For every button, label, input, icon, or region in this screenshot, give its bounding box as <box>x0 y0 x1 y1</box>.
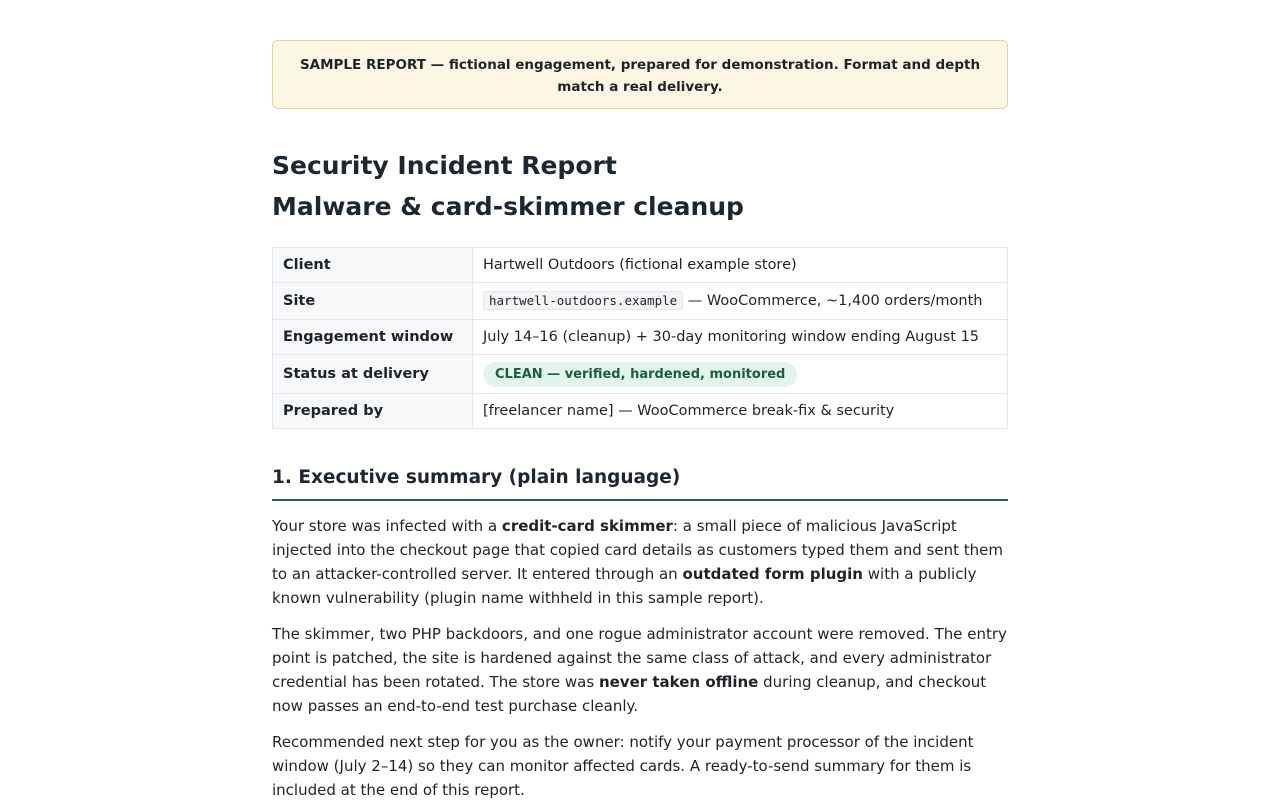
summary-p1-bold-skimmer: credit-card skimmer <box>501 517 673 535</box>
engagement-window-label: Engagement window <box>273 320 473 355</box>
client-value: Hartwell Outdoors (fictional example store) <box>473 248 1008 283</box>
engagement-details-table <box>272 247 1008 429</box>
table-row-site <box>273 283 1008 320</box>
summary-p1-text-a: Your store was infected with a <box>272 517 502 535</box>
engagement-window-value: July 14–16 (cleanup) + 30-day monitoring window ending August 15 <box>473 320 1008 355</box>
sample-report-banner: SAMPLE REPORT — fictional engagement, prepared for demonstration. Format and depth match a real delivery. <box>272 40 1008 109</box>
summary-p1-text-e: with a publicly known vulnerability (plugin name withheld in this sample report). <box>272 565 977 607</box>
site-label: Site <box>273 283 473 320</box>
report-page <box>272 40 1008 802</box>
section-heading-executive-summary: 1. Executive summary (plain language) <box>272 465 1008 501</box>
summary-p2-text-a: The skimmer, two PHP backdoors, and one rogue administrator account were removed. The entry point is patched, the site is hardened against the same class of attack, and every administrator credential has been rotated. The store was <box>272 625 1007 691</box>
status-cell <box>473 355 1008 394</box>
table-row-client <box>273 248 1008 283</box>
prepared-by-label: Prepared by <box>273 394 473 429</box>
report-title: Security Incident Report <box>272 151 617 180</box>
summary-paragraph-2 <box>272 622 1008 718</box>
summary-paragraph-3: Recommended next step for you as the owner: notify your payment processor of the incident window (July 2–14) so they can monitor affected cards. A ready-to-send summary for them is included at the end of this report. <box>272 733 974 799</box>
summary-p2-bold-offline: never taken offline <box>598 673 759 691</box>
summary-paragraph-1 <box>272 514 1008 610</box>
table-row-engagement-window <box>273 320 1008 355</box>
summary-p2-text-c: during cleanup, and checkout now passes an end-to-end test purchase cleanly. <box>272 673 987 715</box>
table-row-prepared-by <box>273 394 1008 429</box>
prepared-by-value: [freelancer name] — WooCommerce break-fix & security <box>473 394 1008 429</box>
status-label: Status at delivery <box>273 355 473 394</box>
report-subtitle: Malware & card-skimmer cleanup <box>272 192 744 221</box>
client-label: Client <box>273 248 473 283</box>
site-value <box>473 283 1008 320</box>
table-row-status <box>273 355 1008 394</box>
status-badge: CLEAN — verified, hardened, monitored <box>483 362 797 387</box>
site-domain-code: hartwell-outdoors.example <box>483 291 683 310</box>
summary-p1-text-c: : a small piece of malicious JavaScript injected into the checkout page that copied card details as customers typed them and sent them to an attacker-controlled server. It entered through an <box>272 517 1003 583</box>
site-description: — WooCommerce, ~1,400 orders/month <box>683 293 983 309</box>
summary-p1-bold-plugin: outdated form plugin <box>682 565 863 583</box>
